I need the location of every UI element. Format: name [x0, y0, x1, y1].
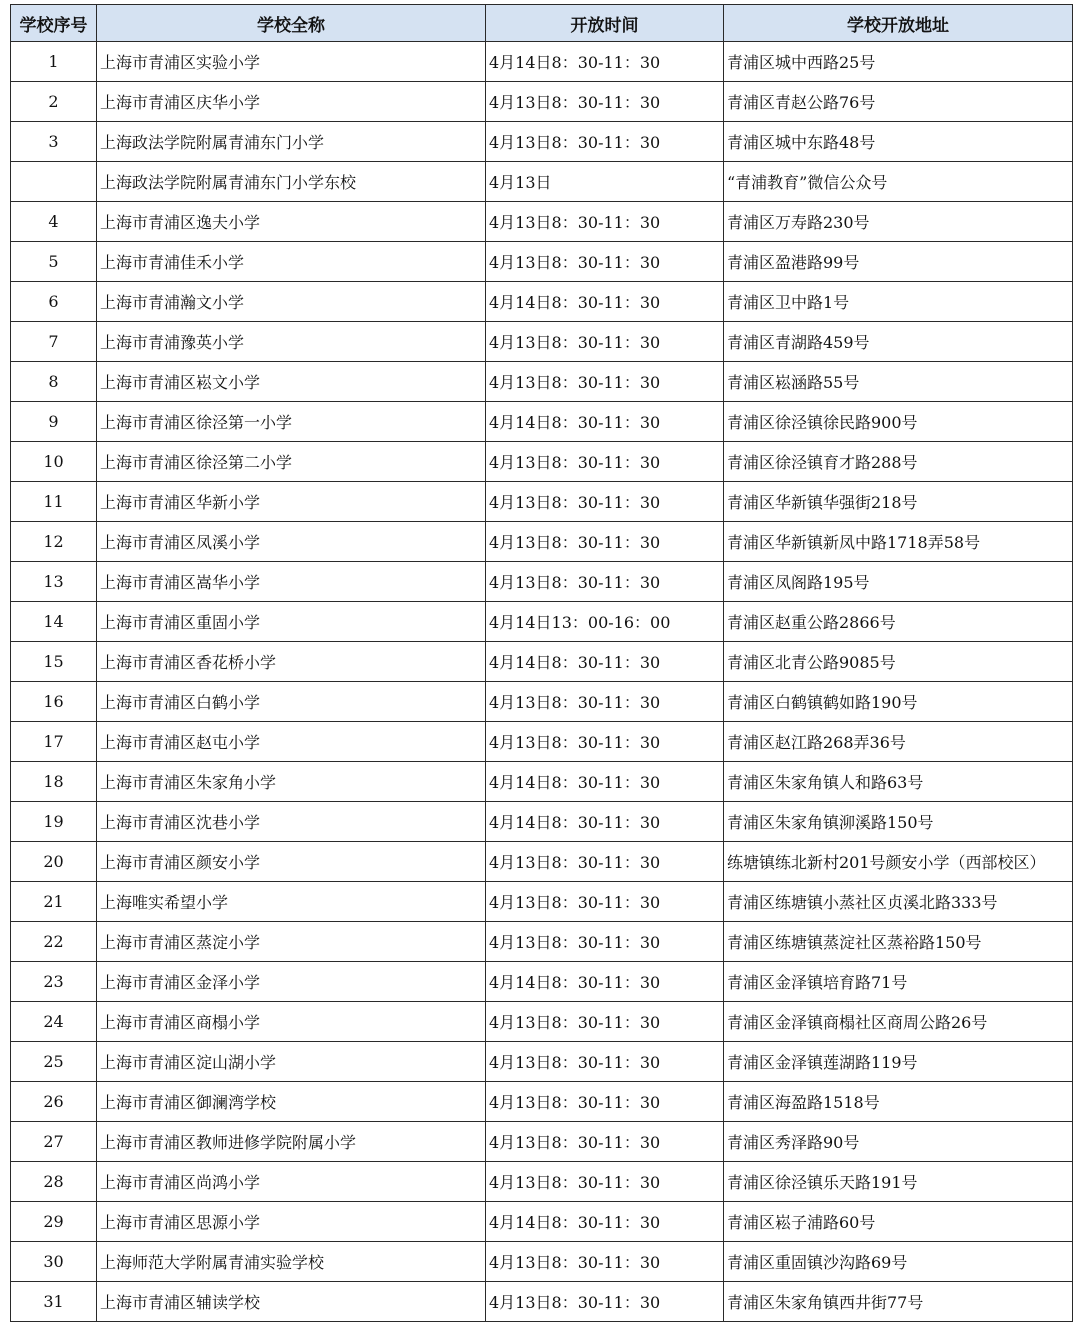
cell-school-name: 上海市青浦区逸夫小学 — [97, 202, 486, 242]
cell-school-name: 上海市青浦区教师进修学院附属小学 — [97, 1122, 486, 1162]
cell-open-time: 4月13日8：30-11：30 — [486, 1002, 724, 1042]
cell-open-time: 4月13日8：30-11：30 — [486, 482, 724, 522]
table-row — [11, 482, 1073, 522]
cell-school-number: 29 — [11, 1202, 97, 1242]
table-row — [11, 882, 1073, 922]
cell-school-number: 11 — [11, 482, 97, 522]
header-school-name: 学校全称 — [97, 5, 486, 42]
cell-school-number: 19 — [11, 802, 97, 842]
cell-school-number: 30 — [11, 1242, 97, 1282]
cell-open-time: 4月13日8：30-11：30 — [486, 1282, 724, 1322]
cell-school-number: 12 — [11, 522, 97, 562]
cell-open-address: 青浦区练塘镇蒸淀社区蒸裕路150号 — [724, 922, 1073, 962]
cell-school-name: 上海师范大学附属青浦实验学校 — [97, 1242, 486, 1282]
cell-school-name: 上海市青浦区重固小学 — [97, 602, 486, 642]
cell-open-address: 青浦区青赵公路76号 — [724, 82, 1073, 122]
cell-school-name: 上海市青浦区淀山湖小学 — [97, 1042, 486, 1082]
cell-school-name: 上海市青浦区实验小学 — [97, 42, 486, 82]
table-row — [11, 282, 1073, 322]
cell-open-address: 青浦区崧涵路55号 — [724, 362, 1073, 402]
table-row — [11, 522, 1073, 562]
cell-open-time: 4月14日8：30-11：30 — [486, 1202, 724, 1242]
cell-open-time: 4月14日13：00-16：00 — [486, 602, 724, 642]
cell-school-number: 3 — [11, 122, 97, 162]
cell-open-address: 青浦区华新镇华强街218号 — [724, 482, 1073, 522]
cell-open-time: 4月14日8：30-11：30 — [486, 802, 724, 842]
header-row — [11, 5, 1073, 42]
cell-open-time: 4月13日8：30-11：30 — [486, 362, 724, 402]
cell-open-time: 4月13日8：30-11：30 — [486, 242, 724, 282]
table-row — [11, 1282, 1073, 1322]
cell-open-address: 青浦区朱家角镇泖溪路150号 — [724, 802, 1073, 842]
table-row — [11, 402, 1073, 442]
cell-school-number — [11, 162, 97, 202]
cell-school-number: 20 — [11, 842, 97, 882]
cell-school-number: 8 — [11, 362, 97, 402]
cell-school-number: 21 — [11, 882, 97, 922]
cell-open-time: 4月14日8：30-11：30 — [486, 962, 724, 1002]
table-header — [11, 5, 1073, 42]
cell-open-address: 青浦区城中西路25号 — [724, 42, 1073, 82]
cell-school-name: 上海市青浦区朱家角小学 — [97, 762, 486, 802]
table-row — [11, 962, 1073, 1002]
header-school-number: 学校序号 — [11, 5, 97, 42]
cell-open-time: 4月13日8：30-11：30 — [486, 442, 724, 482]
cell-open-address: 青浦区华新镇新凤中路1718弄58号 — [724, 522, 1073, 562]
cell-school-number: 31 — [11, 1282, 97, 1322]
cell-school-number: 14 — [11, 602, 97, 642]
table-row — [11, 722, 1073, 762]
cell-school-number: 2 — [11, 82, 97, 122]
cell-open-time: 4月13日8：30-11：30 — [486, 682, 724, 722]
cell-school-name: 上海市青浦区崧文小学 — [97, 362, 486, 402]
table-row — [11, 642, 1073, 682]
cell-school-number: 24 — [11, 1002, 97, 1042]
cell-school-number: 15 — [11, 642, 97, 682]
table-row — [11, 922, 1073, 962]
cell-open-time: 4月13日8：30-11：30 — [486, 722, 724, 762]
cell-open-time: 4月14日8：30-11：30 — [486, 762, 724, 802]
cell-school-name: 上海政法学院附属青浦东门小学 — [97, 122, 486, 162]
cell-open-address: 青浦区朱家角镇西井街77号 — [724, 1282, 1073, 1322]
cell-school-name: 上海政法学院附属青浦东门小学东校 — [97, 162, 486, 202]
cell-open-address: 青浦区金泽镇莲湖路119号 — [724, 1042, 1073, 1082]
cell-open-address: 青浦区徐泾镇乐天路191号 — [724, 1162, 1073, 1202]
cell-open-address: “青浦教育”微信公众号 — [724, 162, 1073, 202]
cell-school-name: 上海市青浦区庆华小学 — [97, 82, 486, 122]
cell-school-name: 上海市青浦区尚鸿小学 — [97, 1162, 486, 1202]
table-row — [11, 442, 1073, 482]
cell-open-time: 4月13日8：30-11：30 — [486, 562, 724, 602]
cell-school-number: 22 — [11, 922, 97, 962]
table-row — [11, 1162, 1073, 1202]
cell-open-time: 4月13日8：30-11：30 — [486, 522, 724, 562]
table-row — [11, 202, 1073, 242]
cell-school-name: 上海市青浦豫英小学 — [97, 322, 486, 362]
table-row — [11, 122, 1073, 162]
cell-school-number: 9 — [11, 402, 97, 442]
cell-school-name: 上海市青浦区辅读学校 — [97, 1282, 486, 1322]
cell-open-address: 青浦区徐泾镇徐民路900号 — [724, 402, 1073, 442]
cell-open-address: 青浦区青湖路459号 — [724, 322, 1073, 362]
table-body — [11, 42, 1073, 1322]
cell-open-address: 青浦区重固镇沙沟路69号 — [724, 1242, 1073, 1282]
cell-open-time: 4月13日8：30-11：30 — [486, 122, 724, 162]
cell-open-address: 青浦区白鹤镇鹤如路190号 — [724, 682, 1073, 722]
cell-school-number: 26 — [11, 1082, 97, 1122]
cell-school-number: 27 — [11, 1122, 97, 1162]
cell-school-number: 10 — [11, 442, 97, 482]
header-open-address: 学校开放地址 — [724, 5, 1073, 42]
cell-school-number: 25 — [11, 1042, 97, 1082]
cell-school-number: 6 — [11, 282, 97, 322]
cell-open-address: 青浦区金泽镇商榻社区商周公路26号 — [724, 1002, 1073, 1042]
cell-school-number: 13 — [11, 562, 97, 602]
school-open-day-table — [10, 4, 1073, 1322]
cell-open-time: 4月13日8：30-11：30 — [486, 1242, 724, 1282]
cell-school-name: 上海市青浦区白鹤小学 — [97, 682, 486, 722]
table-row — [11, 242, 1073, 282]
cell-school-name: 上海市青浦区商榻小学 — [97, 1002, 486, 1042]
table-row — [11, 322, 1073, 362]
table-row — [11, 1242, 1073, 1282]
cell-open-address: 青浦区北青公路9085号 — [724, 642, 1073, 682]
cell-open-address: 青浦区海盈路1518号 — [724, 1082, 1073, 1122]
cell-school-number: 4 — [11, 202, 97, 242]
table-row — [11, 802, 1073, 842]
cell-open-address: 青浦区赵江路268弄36号 — [724, 722, 1073, 762]
cell-school-number: 18 — [11, 762, 97, 802]
cell-open-address: 青浦区徐泾镇育才路288号 — [724, 442, 1073, 482]
cell-open-address: 青浦区万寿路230号 — [724, 202, 1073, 242]
table-row — [11, 562, 1073, 602]
cell-open-time: 4月13日8：30-11：30 — [486, 842, 724, 882]
cell-school-name: 上海市青浦区颜安小学 — [97, 842, 486, 882]
cell-open-address: 青浦区朱家角镇人和路63号 — [724, 762, 1073, 802]
table-row — [11, 682, 1073, 722]
cell-school-number: 28 — [11, 1162, 97, 1202]
cell-school-name: 上海市青浦区嵩华小学 — [97, 562, 486, 602]
cell-school-name: 上海市青浦区香花桥小学 — [97, 642, 486, 682]
cell-school-number: 16 — [11, 682, 97, 722]
header-open-time: 开放时间 — [486, 5, 724, 42]
cell-open-time: 4月13日8：30-11：30 — [486, 82, 724, 122]
cell-school-number: 7 — [11, 322, 97, 362]
cell-school-name: 上海市青浦区徐泾第一小学 — [97, 402, 486, 442]
table-row — [11, 82, 1073, 122]
cell-open-time: 4月14日8：30-11：30 — [486, 642, 724, 682]
cell-school-number: 23 — [11, 962, 97, 1002]
cell-school-name: 上海市青浦佳禾小学 — [97, 242, 486, 282]
cell-open-time: 4月13日8：30-11：30 — [486, 202, 724, 242]
table-row — [11, 842, 1073, 882]
cell-open-time: 4月13日8：30-11：30 — [486, 1082, 724, 1122]
cell-open-time: 4月13日8：30-11：30 — [486, 1042, 724, 1082]
cell-school-number: 17 — [11, 722, 97, 762]
cell-school-name: 上海市青浦区沈巷小学 — [97, 802, 486, 842]
cell-school-name: 上海唯实希望小学 — [97, 882, 486, 922]
cell-school-name: 上海市青浦区思源小学 — [97, 1202, 486, 1242]
cell-open-address: 青浦区盈港路99号 — [724, 242, 1073, 282]
cell-open-address: 青浦区秀泽路90号 — [724, 1122, 1073, 1162]
cell-open-time: 4月14日8：30-11：30 — [486, 402, 724, 442]
cell-open-address: 青浦区崧子浦路60号 — [724, 1202, 1073, 1242]
cell-open-time: 4月13日8：30-11：30 — [486, 882, 724, 922]
table-row — [11, 1202, 1073, 1242]
table-row — [11, 1122, 1073, 1162]
cell-open-time: 4月13日8：30-11：30 — [486, 1122, 724, 1162]
table-row — [11, 1082, 1073, 1122]
cell-open-address: 青浦区练塘镇小蒸社区贞溪北路333号 — [724, 882, 1073, 922]
cell-school-name: 上海市青浦区徐泾第二小学 — [97, 442, 486, 482]
cell-school-number: 1 — [11, 42, 97, 82]
cell-school-name: 上海市青浦区御澜湾学校 — [97, 1082, 486, 1122]
table-row — [11, 602, 1073, 642]
cell-school-name: 上海市青浦区金泽小学 — [97, 962, 486, 1002]
cell-open-address: 青浦区金泽镇培育路71号 — [724, 962, 1073, 1002]
cell-open-address: 青浦区凤阁路195号 — [724, 562, 1073, 602]
cell-open-time: 4月13日8：30-11：30 — [486, 922, 724, 962]
cell-school-name: 上海市青浦区凤溪小学 — [97, 522, 486, 562]
table-row — [11, 1002, 1073, 1042]
table-row — [11, 1042, 1073, 1082]
table-row — [11, 762, 1073, 802]
cell-school-name: 上海市青浦区蒸淀小学 — [97, 922, 486, 962]
cell-open-address: 青浦区赵重公路2866号 — [724, 602, 1073, 642]
cell-open-time: 4月14日8：30-11：30 — [486, 282, 724, 322]
cell-open-address: 青浦区卫中路1号 — [724, 282, 1073, 322]
table-row — [11, 362, 1073, 402]
cell-open-address: 练塘镇练北新村201号颜安小学（西部校区） — [724, 842, 1073, 882]
table-row — [11, 162, 1073, 202]
cell-school-name: 上海市青浦区华新小学 — [97, 482, 486, 522]
cell-open-time: 4月13日8：30-11：30 — [486, 1162, 724, 1202]
cell-school-name: 上海市青浦区赵屯小学 — [97, 722, 486, 762]
cell-open-time: 4月14日8：30-11：30 — [486, 42, 724, 82]
cell-open-time: 4月13日 — [486, 162, 724, 202]
cell-school-number: 5 — [11, 242, 97, 282]
cell-open-time: 4月13日8：30-11：30 — [486, 322, 724, 362]
cell-open-address: 青浦区城中东路48号 — [724, 122, 1073, 162]
cell-school-name: 上海市青浦瀚文小学 — [97, 282, 486, 322]
table-row — [11, 42, 1073, 82]
